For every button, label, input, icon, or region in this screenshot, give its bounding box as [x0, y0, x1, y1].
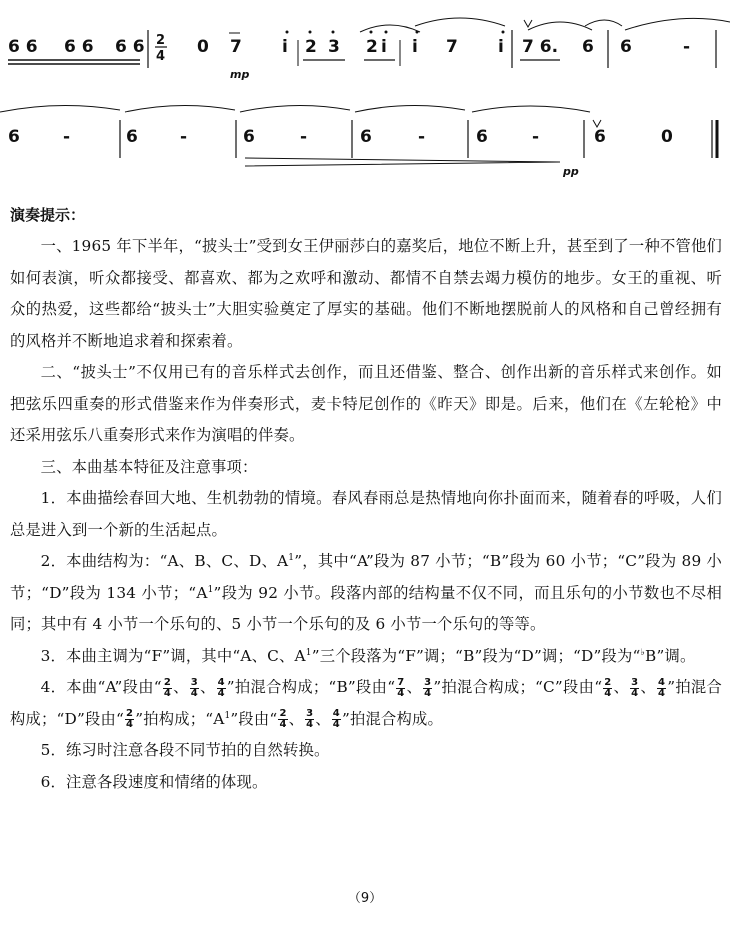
- time-signature: $\frac{7}{4}$: [397, 676, 405, 699]
- note: 2: [366, 37, 378, 57]
- note: i: [498, 37, 504, 57]
- item-5: 5．练习时注意各段不同节拍的自然转换。: [40, 741, 330, 759]
- item-1: 1．本曲描绘春回大地、生机勃勃的情境。春风春雨总是热情地向你扑面而来，随着春的呼吸，人们总是进入到一个新的生活起点。: [10, 489, 722, 539]
- note: 6: [360, 127, 372, 147]
- note: -: [63, 127, 71, 147]
- note: -: [683, 37, 691, 57]
- note: -: [418, 127, 426, 147]
- note: 6 6: [64, 37, 94, 57]
- note: 7 6.: [522, 37, 559, 57]
- time-signature: $\frac{3}{4}$: [424, 676, 432, 699]
- page-number: （9）: [347, 891, 383, 906]
- time-signature: $\frac{2}{4}$: [604, 676, 612, 699]
- note: 6: [594, 127, 606, 147]
- music-score: [0, 0, 730, 200]
- note: 3: [328, 37, 340, 57]
- note: -: [300, 127, 308, 147]
- note: 6: [476, 127, 488, 147]
- item-3: 3．本曲主调为“F”调，其中“A、C、$A^1$”三个段落为“F”调；“B”段为“D”调；“D”段为“♭B”调。: [40, 646, 696, 665]
- notes-heading: 演奏提示：: [10, 206, 86, 224]
- paragraph-2: 二、“披头士”不仅用已有的音乐样式去创作，而且还借鉴、整合、创作出新的音乐样式来创作。如把弦乐四重奏的形式借鉴来作为伴奏形式，麦卡特尼创作的《昨天》即是。后来，他们在《左轮枪》中还采用弦乐八重奏形式来作为演唱的伴奏。: [10, 363, 722, 444]
- time-signature: $\frac{2}{4}$: [126, 708, 134, 730]
- time-signature: $\frac{2}{4}$: [279, 708, 287, 730]
- time-signature: $\frac{2}{4}$: [163, 676, 171, 699]
- note: 2: [305, 37, 317, 57]
- note: -: [532, 127, 540, 147]
- item-2: 2．本曲结构为：“A、B、C、D、$A^1$”，其中“A”段为 87 小节；“B”段为 60 小节；“C”段为 89 小节；“D”段为 134 小节；“$A^1$”段为 92 小节。段落内部的结构量不仅不同，而且乐句的小节数也不尽相同；其中有 4 小节一个乐句的、5 小节一个乐句的及 6 小节一个乐句的等等。: [10, 552, 722, 633]
- time-signature: $\frac{4}{4}$: [217, 676, 225, 699]
- time-signature: $\frac{4}{4}$: [332, 708, 340, 730]
- paragraph-1: 一、1965 年下半年，“披头士”受到女王伊丽莎白的嘉奖后，地位不断上升，甚至到了一种不管他们如何表演，听众都接受、都喜欢、都为之欢呼和激动、都情不自禁去竭力模仿的地步。女王的重视、听众的热爱，这些都给“披头士”大胆实验奠定了厚实的基础。他们不断地摆脱前人的风格和自己曾经拥有的风格并不断地追求着和探索着。: [10, 237, 722, 350]
- flat-sign: ♭: [640, 647, 646, 658]
- dynamic-mark: pp: [563, 165, 579, 178]
- note: 0: [661, 127, 673, 147]
- dynamic-mark: mp: [230, 68, 250, 81]
- time-signature: $\frac{4}{4}$: [658, 676, 666, 699]
- note: i: [412, 37, 418, 57]
- note: 6 6: [8, 37, 38, 57]
- note: 7: [446, 37, 458, 57]
- paragraph-3: 三、本曲基本特征及注意事项：: [40, 457, 258, 476]
- note: 7: [230, 37, 242, 57]
- time-signature: $\frac{3}{4}$: [306, 708, 314, 730]
- note: 6 6: [115, 37, 145, 57]
- score-line-2: [0, 105, 717, 178]
- item-4: 4．本曲“A”段由“ $\frac{2}{4}$ 、 $\frac{3}{4}$ 、 $\frac{4}{4}$ ”拍混合构成；“B”段由“ $\frac{7}{4}$ 、 $\frac{3}{4}$ ”拍混合构成；“C”段由“ $\frac{2}{4}$ 、 $\frac{3}{4}$ 、 $\frac{4}{4}$ ”拍混合构成；“D”段由“ $\frac{2}{4}$ ”拍构成；“$A^1$”段由“ $\frac{2}{4}$ 、 $\frac{3}{4}$ 、 $\frac{4}{4}$ ”拍混合构成。: [10, 676, 723, 730]
- note: 6: [126, 127, 138, 147]
- time-sig-bottom: 4: [156, 49, 166, 64]
- performance-notes: [10, 203, 722, 798]
- note: 6: [243, 127, 255, 147]
- note: 6: [620, 37, 632, 57]
- note: i: [282, 37, 288, 57]
- note: i: [381, 37, 387, 57]
- note: 0: [197, 37, 209, 57]
- note: 6: [582, 37, 594, 57]
- time-signature: $\frac{3}{4}$: [190, 676, 198, 699]
- item-6: 6．注意各段速度和情绪的体现。: [40, 772, 268, 791]
- time-sig-top: 2: [156, 33, 166, 48]
- score-line-1: [8, 18, 730, 81]
- note: 6: [8, 127, 20, 147]
- time-signature: $\frac{3}{4}$: [631, 676, 639, 699]
- note: -: [180, 127, 188, 147]
